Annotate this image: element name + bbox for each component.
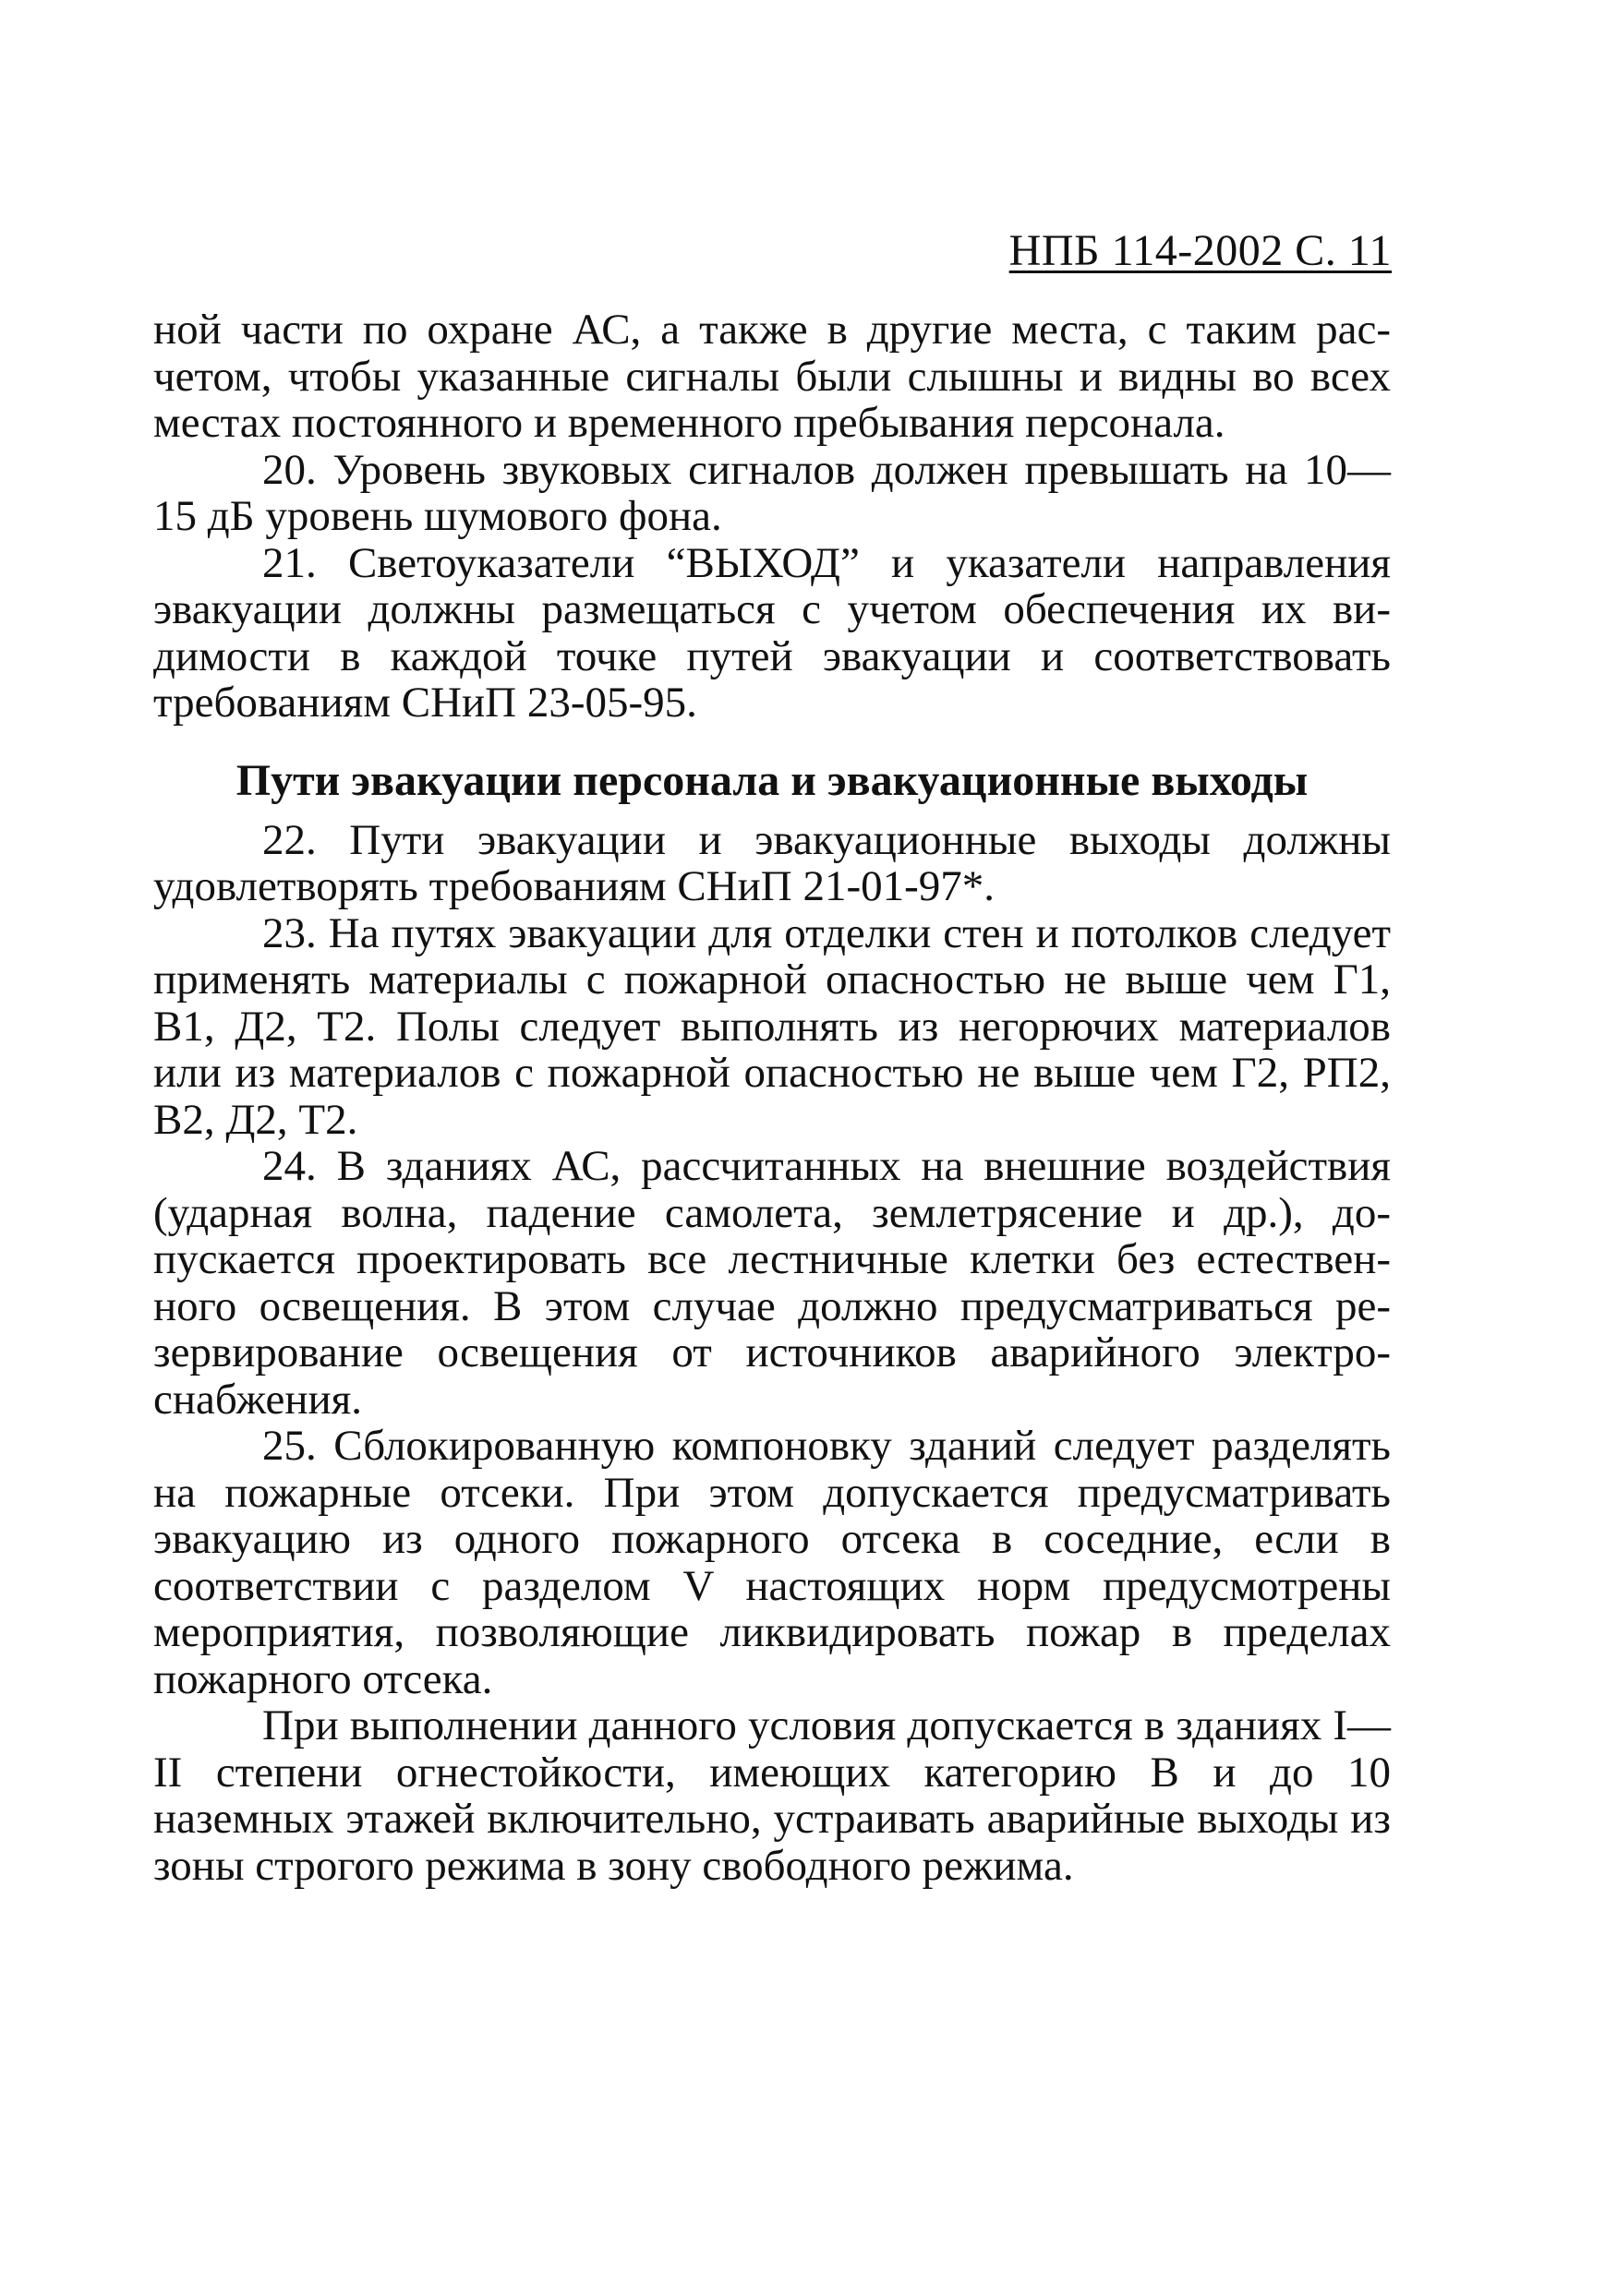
paragraph-item-25-continued: При выполнении данного условия допускается в зданиях I—II степени огнестойкости, имеющих категорию В и до 10 наземных этажей включительно, устраивать аварийные выходы из зоны строгого режима в зону свободного режима.	[153, 1701, 1391, 1890]
paragraph-item-21: 21. Светоуказатели “ВЫХОД” и указатели направления эвакуации должны размещаться с учетом обеспечения их видимости в каждой точке путей эвакуации и соответствовать требованиям СНиП 23-05-95.	[153, 538, 1391, 727]
paragraph-item-25: 25. Сблокированную компоновку зданий следует разделять на пожарные отсеки. При этом допускается предусматривать эвакуацию из одного пожарного отсека в соседние, если в соответствии с разделом V настоящих норм предусмотрены мероприятия, позволяющие ликвидировать пожар в пределах пожарного отсека.	[153, 1422, 1391, 1703]
section-heading: Пути эвакуации персонала и эвакуационные выходы	[235, 755, 1309, 805]
paragraph-continuation: ной части по охране АС, а также в другие места, с таким расчетом, чтобы указанные сигналы были слышны и видны во всех местах постоянного и временного пребывания персонала.	[153, 306, 1391, 447]
page-header-reference: НПБ 114-2002 С. 11	[1008, 226, 1392, 275]
paragraph-item-23: 23. На путях эвакуации для отделки стен и потолков следует применять материалы с пожарной опасностью не выше чем Г1, В1, Д2, Т2. Полы следует выполнять из негорючих материалов или из материалов с пожарной опасностью не выше чем Г2, РП2, В2, Д2, Т2.	[153, 908, 1391, 1144]
paragraph-item-22: 22. Пути эвакуации и эвакуационные выходы должны удовлетворять требованиям СНиП 21-01-97*.	[153, 815, 1391, 910]
paragraph-item-24: 24. В зданиях АС, рассчитанных на внешние воздействия (ударная волна, падение самолета, землетрясение и др.), допускается проектировать все лестничные клетки без естественного освещения. В этом случае должно предусматриваться резервирование освещения от источников аварийного электроснабжения.	[153, 1142, 1391, 1424]
document-body	[153, 307, 1391, 1889]
paragraph-item-20: 20. Уровень звуковых сигналов должен превышать на 10—15 дБ уровень шумового фона.	[153, 445, 1391, 540]
